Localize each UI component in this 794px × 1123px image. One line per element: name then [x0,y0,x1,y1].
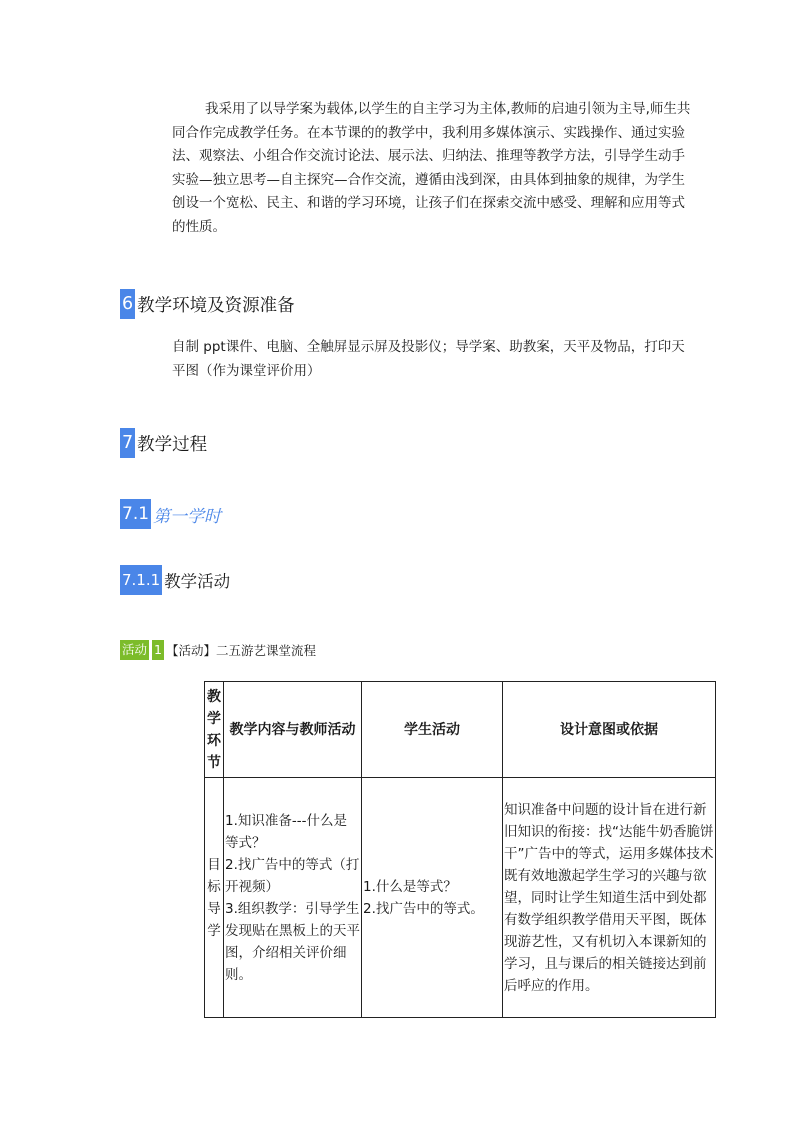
section-number: 7.1 [120,499,151,529]
cell-stage: 目标导学 [205,778,224,1018]
cell-content [224,778,362,1018]
cell-student [362,778,503,1018]
section-heading-7-1-1 [120,565,230,595]
content-item: 3.组织教学：引导学生发现贴在黑板上的天平图，介绍相关评价细则。 [225,900,360,983]
section-number: 7 [120,428,135,458]
student-item: 2.找广告中的等式。 [363,900,484,917]
cell-design: 知识准备中问题的设计旨在进行新旧知识的衔接：找“达能牛奶香脆饼干”广告中的等式，运用多媒体技术既有效地激起学生学习的兴趣与欲望，同时让学生知道生活中到处都有数学组织教学借用天平图，既体现游艺性，又有机切入本课新知的学习，且与课后的相关链接达到前后呼应的作用。 [503,778,716,1018]
table-header-row [205,682,716,778]
activity-heading [120,640,316,660]
activity-title: 【活动】二五游艺课堂流程 [165,643,316,658]
environment-paragraph: 自制 ppt课件、电脑、全触屏显示屏及投影仪；导学案、助教案，天平及物品，打印天平图（作为课堂评价用） [172,339,685,379]
section-number: 7.1.1 [120,565,162,595]
content-item: 2.找广告中的等式（打开视频） [225,856,360,895]
header-stage: 教学环节 [205,682,224,778]
lesson-table [204,681,716,1018]
activity-tag: 活动 [120,640,149,660]
table-row [205,778,716,1018]
section-title: 教学活动 [164,572,231,591]
section-title: 教学过程 [137,434,208,455]
header-content: 教学内容与教师活动 [224,682,362,778]
section-title: 教学环境及资源准备 [137,295,295,316]
header-design: 设计意图或依据 [503,682,716,778]
section-title: 第一学时 [153,506,222,527]
activity-number: 1 [152,640,164,660]
intro-paragraph: 我采用了以导学案为载体,以学生的自主学习为主体,教师的启迪引领为主导,师生共同合作完成教学任务。在本节课的的教学中，我利用多媒体演示、实践操作、通过实验法、观察法、小组合作交流讨论法、展示法、归纳法、推理等教学方法，引导学生动手实验—独立思考—自主探究—合作交流，遵循由浅到深，由具体到抽象的规律，为学生创设一个宽松、民主、和谐的学习环境，让孩子们在探索交流中感受、理解和应用等式的性质。 [172,101,691,235]
student-item: 1.什么是等式？ [363,878,457,895]
content-item: 1.知识准备---什么是等式？ [225,812,347,851]
section-heading-7 [120,428,207,458]
section-heading-6 [120,289,295,319]
section-number: 6 [120,289,135,319]
section-heading-7-1 [120,499,221,529]
header-student: 学生活动 [362,682,503,778]
